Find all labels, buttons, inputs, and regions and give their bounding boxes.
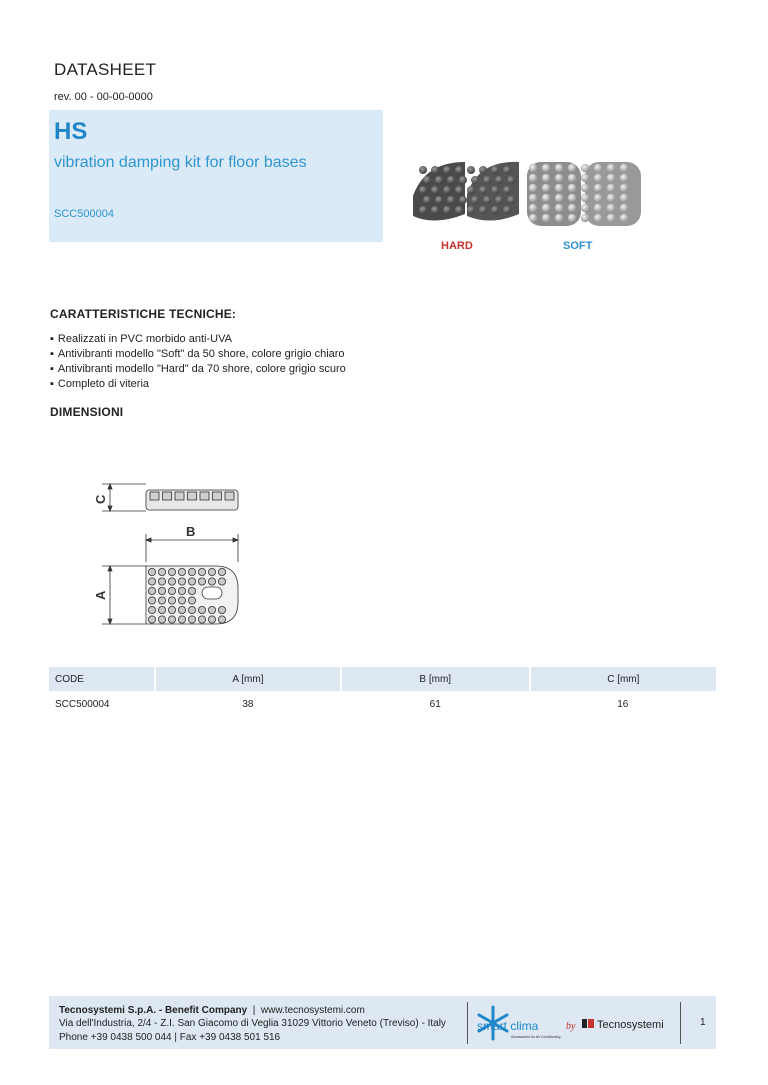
stud-shape xyxy=(529,194,537,202)
stud-shape xyxy=(431,186,439,194)
dim-label-a: A xyxy=(93,590,108,600)
stud-shape xyxy=(607,194,615,202)
stud-shape xyxy=(168,597,175,604)
stud-shape xyxy=(507,196,515,204)
stud-shape xyxy=(542,164,550,172)
stud-shape xyxy=(467,166,475,174)
hard-pads-image xyxy=(413,162,519,221)
tecnosystemi-logo-icon xyxy=(582,1019,594,1028)
brand-tecnosystemi: Tecnosystemi xyxy=(597,1019,664,1031)
stud-shape xyxy=(529,214,537,222)
stud-shape xyxy=(188,587,195,594)
stud-shape xyxy=(175,492,184,500)
stud-shape xyxy=(218,606,225,613)
stud-shape xyxy=(594,164,602,172)
features-list xyxy=(50,332,346,392)
stud-shape xyxy=(594,194,602,202)
stud-shape xyxy=(198,568,205,575)
stud-shape xyxy=(218,568,225,575)
footer-contacts: Phone +39 0438 500 044 | Fax +39 0438 501 516 xyxy=(59,1032,281,1043)
cell-b: 61 xyxy=(429,698,441,710)
dim-label-c: C xyxy=(93,494,108,504)
product-description: vibration damping kit for floor bases xyxy=(54,154,307,171)
stud-shape xyxy=(419,186,427,194)
variant-label-soft: SOFT xyxy=(563,240,593,252)
stud-shape xyxy=(529,164,537,172)
stud-shape xyxy=(594,174,602,182)
stud-shape xyxy=(555,164,563,172)
revision-label: rev. 00 - 00-00-0000 xyxy=(54,91,153,103)
stud-shape xyxy=(568,174,576,182)
stud-shape xyxy=(479,186,487,194)
stud-shape xyxy=(542,184,550,192)
stud-shape xyxy=(443,166,451,174)
stud-shape xyxy=(455,186,463,194)
stud-shape xyxy=(594,204,602,212)
feature-item: ▪ Antivibranti modello "Soft" da 50 shore, colore grigio chiaro xyxy=(50,347,346,362)
col-header-c: C [mm] xyxy=(530,667,716,691)
stud-shape xyxy=(188,492,197,500)
stud-shape xyxy=(495,176,503,184)
stud-shape xyxy=(503,166,511,174)
stud-shape xyxy=(620,204,628,212)
stud-shape xyxy=(467,186,475,194)
stud-shape xyxy=(529,174,537,182)
stud-shape xyxy=(594,184,602,192)
stud-shape xyxy=(431,166,439,174)
stud-shape xyxy=(542,214,550,222)
stud-shape xyxy=(158,616,165,623)
stud-shape xyxy=(208,568,215,575)
stud-shape xyxy=(208,578,215,585)
stud-shape xyxy=(459,176,467,184)
stud-shape xyxy=(431,206,439,214)
product-header-box xyxy=(49,110,383,242)
footer-divider xyxy=(680,1002,681,1044)
stud-shape xyxy=(225,492,234,500)
stud-shape xyxy=(507,176,515,184)
stud-shape xyxy=(188,616,195,623)
stud-shape xyxy=(218,616,225,623)
stud-shape xyxy=(581,214,589,222)
stud-shape xyxy=(178,597,185,604)
col-header-a: A [mm] xyxy=(155,667,341,691)
dim-label-b: B xyxy=(186,524,196,539)
footer xyxy=(49,996,716,1049)
stud-shape xyxy=(158,587,165,594)
stud-shape xyxy=(542,194,550,202)
footer-divider xyxy=(467,1002,468,1044)
brand-smart-clima: smart clima xyxy=(477,1019,539,1033)
footer-address: Via dell'Industria, 2/4 - Z.I. San Giacomo di Veglia 31029 Vittorio Veneto (Treviso) - Italy xyxy=(59,1018,446,1029)
stud-shape xyxy=(503,186,511,194)
stud-shape xyxy=(419,166,427,174)
dimension-drawing xyxy=(88,462,248,632)
stud-shape xyxy=(495,196,503,204)
stud-shape xyxy=(419,206,427,214)
stud-shape xyxy=(148,616,155,623)
stud-shape xyxy=(148,587,155,594)
stud-shape xyxy=(148,606,155,613)
stud-shape xyxy=(148,578,155,585)
product-photo xyxy=(405,154,645,264)
stud-shape xyxy=(503,206,511,214)
brand-logos xyxy=(477,1001,673,1045)
stud-shape xyxy=(423,196,431,204)
stud-shape xyxy=(581,174,589,182)
stud-shape xyxy=(568,214,576,222)
stud-shape xyxy=(568,164,576,172)
footer-website[interactable]: www.tecnosystemi.com xyxy=(260,1005,365,1016)
stud-shape xyxy=(188,597,195,604)
stud-shape xyxy=(447,196,455,204)
stud-shape xyxy=(188,568,195,575)
stud-shape xyxy=(581,194,589,202)
feature-item: ▪ Antivibranti modello "Hard" da 70 shore, colore grigio scuro xyxy=(50,362,346,377)
stud-shape xyxy=(168,578,175,585)
stud-shape xyxy=(168,606,175,613)
cell-code: SCC500004 xyxy=(55,698,110,710)
stud-shape xyxy=(555,184,563,192)
stud-shape xyxy=(163,492,172,500)
stud-shape xyxy=(620,214,628,222)
stud-shape xyxy=(607,164,615,172)
stud-shape xyxy=(178,587,185,594)
footer-company: Tecnosystemi S.p.A. - Benefit Company xyxy=(59,1005,248,1016)
stud-shape xyxy=(158,578,165,585)
stud-shape xyxy=(423,176,431,184)
stud-shape xyxy=(455,206,463,214)
feature-item: ▪ Realizzati in PVC morbido anti-UVA xyxy=(50,332,346,347)
stud-shape xyxy=(158,568,165,575)
stud-shape xyxy=(178,568,185,575)
stud-shape xyxy=(620,174,628,182)
footer-separator: | xyxy=(249,1005,259,1016)
stud-shape xyxy=(150,492,159,500)
stud-shape xyxy=(208,606,215,613)
stud-shape xyxy=(200,492,209,500)
stud-shape xyxy=(178,578,185,585)
stud-shape xyxy=(491,166,499,174)
stud-shape xyxy=(148,597,155,604)
stud-shape xyxy=(581,164,589,172)
stud-shape xyxy=(491,206,499,214)
stud-shape xyxy=(581,204,589,212)
stud-shape xyxy=(568,184,576,192)
cell-c: 16 xyxy=(617,698,629,710)
stud-shape xyxy=(483,196,491,204)
stud-shape xyxy=(168,568,175,575)
stud-shape xyxy=(198,616,205,623)
col-header-code: CODE xyxy=(49,667,155,691)
col-header-b: B [mm] xyxy=(341,667,530,691)
stud-shape xyxy=(178,616,185,623)
variant-label-hard: HARD xyxy=(441,240,473,252)
stud-shape xyxy=(529,204,537,212)
stud-shape xyxy=(607,214,615,222)
stud-shape xyxy=(435,196,443,204)
product-name: HS xyxy=(54,118,88,145)
stud-shape xyxy=(471,176,479,184)
top-view xyxy=(102,566,238,624)
table-header-row xyxy=(49,667,716,691)
stud-shape xyxy=(158,606,165,613)
stud-shape xyxy=(467,206,475,214)
stud-shape xyxy=(568,204,576,212)
spec-table xyxy=(49,667,716,717)
page-number: 1 xyxy=(700,1017,706,1028)
stud-shape xyxy=(555,194,563,202)
stud-shape xyxy=(542,174,550,182)
stud-shape xyxy=(178,606,185,613)
stud-shape xyxy=(620,164,628,172)
table-row xyxy=(49,691,716,717)
stud-shape xyxy=(529,184,537,192)
cell-a: 38 xyxy=(242,698,254,710)
stud-shape xyxy=(483,176,491,184)
stud-shape xyxy=(447,176,455,184)
stud-shape xyxy=(435,176,443,184)
side-view xyxy=(102,484,238,511)
stud-shape xyxy=(594,214,602,222)
stud-shape xyxy=(459,196,467,204)
features-title: CARATTERISTICHE TECNICHE: xyxy=(50,307,237,321)
stud-shape xyxy=(620,184,628,192)
stud-shape xyxy=(168,587,175,594)
stud-shape xyxy=(455,166,463,174)
stud-shape xyxy=(491,186,499,194)
stud-shape xyxy=(542,204,550,212)
stud-shape xyxy=(607,184,615,192)
stud-shape xyxy=(208,616,215,623)
stud-shape xyxy=(188,606,195,613)
stud-shape xyxy=(443,186,451,194)
stud-shape xyxy=(479,206,487,214)
stud-shape xyxy=(188,578,195,585)
stud-shape xyxy=(213,492,222,500)
dimensions-title: DIMENSIONI xyxy=(50,405,124,419)
stud-shape xyxy=(471,196,479,204)
soft-pads-image xyxy=(527,162,641,226)
stud-shape xyxy=(607,204,615,212)
stud-shape xyxy=(555,204,563,212)
stud-shape xyxy=(198,578,205,585)
document-title: DATASHEET xyxy=(54,60,157,79)
brand-tagline: Accessories for Air Conditioning xyxy=(511,1035,561,1039)
stud-shape xyxy=(581,184,589,192)
feature-item: ▪ Completo di viteria xyxy=(50,377,346,392)
stud-shape xyxy=(158,597,165,604)
stud-shape xyxy=(168,616,175,623)
stud-shape xyxy=(479,166,487,174)
stud-shape xyxy=(568,194,576,202)
product-code: SCC500004 xyxy=(54,208,114,220)
brand-by: by xyxy=(566,1021,576,1032)
stud-shape xyxy=(620,194,628,202)
stud-shape xyxy=(198,606,205,613)
footer-company-line xyxy=(59,1005,365,1016)
stud-shape xyxy=(148,568,155,575)
stud-shape xyxy=(218,578,225,585)
stud-shape xyxy=(443,206,451,214)
stud-shape xyxy=(555,214,563,222)
stud-shape xyxy=(555,174,563,182)
stud-shape xyxy=(607,174,615,182)
